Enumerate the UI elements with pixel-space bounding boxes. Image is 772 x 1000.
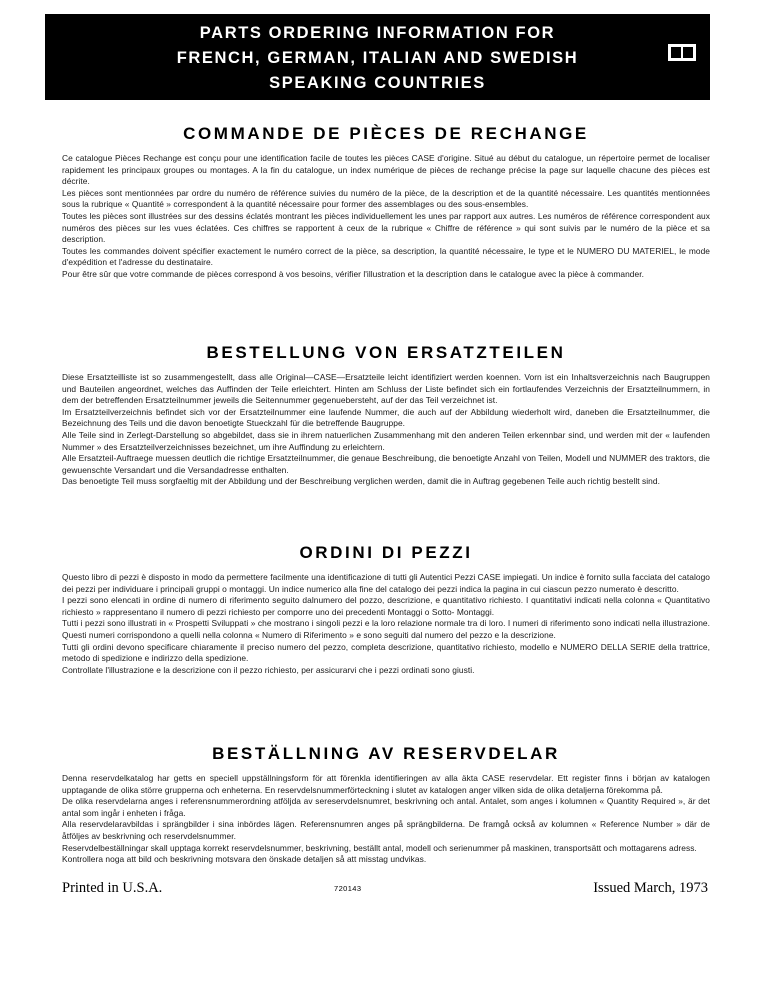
banner-title-line-2: FRENCH, GERMAN, ITALIAN AND SWEDISH: [176, 49, 579, 67]
paragraph: Alla reservdelaravbildas i sprängbilder i sina inbördes lägen. Referensnumren anges på sprängbilderna. De framgå också av kolumnen « Reference Number » där de åtföljes av beskrivning och reservdelsnummer.: [62, 819, 710, 841]
paragraph: Alle Teile sind in Zerlegt-Darstellung so abgebildet, dass sie in ihrem natuerlichen Zusammenhang mit den anderen Teilen erkennbar sind, und werden mit der « laufenden Nummer » des Ersatzteilverzeichnisses bezeichnet, um ihre Auffindung zu erleichtern.: [62, 429, 710, 452]
issued-date-text: Issued March, 1973: [593, 880, 708, 896]
badge-inner-shape: [671, 47, 693, 58]
paragraph: I pezzi sono elencati in ordine di numero di riferimento seguito dalnumero del pozzo, descrizione, e quantitativo richiesto. I quantitativi indicati nella colonna « Quantitativo richiesto » rappresentano il numero di pezzi richiesto per comporre uno dei precedenti Montaggi o Sotto- Montaggi.: [62, 595, 710, 617]
form-number-text: 720143: [334, 884, 362, 893]
case-eagle-logo-badge-icon: [668, 44, 696, 61]
paragraph: Les pièces sont mentionnées par ordre du numéro de référence suivies du numéro de la pièce, de la description et de la quantité nécessaire. Les quantités mentionnées sous la rubrique « Quantité » correspondent à la quantité nécessaire pour former des assemblages ou des sous-ensembles.: [62, 187, 710, 210]
paragraph: Tutti i pezzi sono illustrati in « Prospetti Sviluppati » che mostrano i singoli pezzi e la loro relazione normale tra di loro. I numeri di riferimento sono indicati nella illustrazione. Questi numeri corrispondono a quelli nella colonna « Numero di Riferimento » e sono seguiti dal numero del pezzo e la descrizione.: [62, 618, 710, 640]
paragraph: Tutti gli ordini devono specificare chiaramente il preciso numero del pezzo, completa descrizione, quantitativo richiesto, modello e NUMERO DELLA SERIE della trattrice, metodo di spedizione e indirizzo della spedizione.: [62, 641, 710, 664]
banner-title-block: [45, 21, 710, 96]
paragraph: Diese Ersatzteilliste ist so zusammengestellt, dass alle Original—CASE—Ersatzteile leicht identifiziert werden koennen. Vorn ist ein Inhaltsverzeichnis nach Baugruppen und Bauteilen angeordnet, welches das Auffinden der Teile erleichtert. Hinten am Schluss der Liste befindet sich ein fortlaufendes Verzeichnis der Ersatzteilnummern, in dem der betreffenden Ersatzteilnummer jeweils die Seitennummer gegenuebersteht, auf der das Teil verzeichnet ist.: [62, 372, 710, 406]
section-swedish: [62, 744, 710, 866]
paragraph: Kontrollera noga att bild och beskrivning motsvara den önskade detaljen så att misstag undvikas.: [62, 854, 427, 865]
paragraph: Ce catalogue Pièces Rechange est conçu pour une identification facile de toutes les pièces CASE d'origine. Situé au début du catalogue, un répertoire permet de localiser rapidement les principaux groupes ou montages. A la fin du catalogue, un index numérique de pièces de rechange précise la page sur laquelle chacune des pièces est décrite.: [62, 153, 710, 187]
section-heading-italian: ORDINI DI PEZZI: [299, 543, 473, 562]
page-title-banner: [45, 14, 710, 100]
paragraph: Questo libro di pezzi è disposto in modo da permettere facilmente una identificazione di tutti gli Autentici Pezzi CASE impiegati. Un indice è fornito sulla facciata del catalogo dei pezzi per individuare i principali gruppi o montaggi. Un indice numerico alla fine del catalogo dei pezzi indica la pagina in cui ciascun pezzo numerato è descritto.: [62, 572, 710, 594]
section-heading-swedish: BESTÄLLNING AV RESERVDELAR: [212, 744, 560, 763]
section-italian: [62, 543, 710, 676]
paragraph: Das benoetigte Teil muss sorgfaeltig mit der Abbildung und der Beschreibung verglichen werden, damit die in Auftrag gegebenen Teile auch richtig bestellt sind.: [62, 476, 660, 487]
paragraph: De olika reservdelarna anges i referensnummerordning atföljda av sereservdelsnumret, beskrivning och antal. Antalet, som anges i kolumnen « Quantity Required », är det antal som ingår i enheten i fråga.: [62, 796, 710, 818]
page-footer: [62, 880, 710, 906]
section-heading-french: COMMANDE DE PIÈCES DE RECHANGE: [183, 124, 589, 143]
paragraph: Alle Ersatzteil-Auftraege muessen deutlich die richtige Ersatzteilnummer, die genaue Beschreibung, die benoetigte Anzahl von Teilen, Modell und NUMMER des traktors, die gewuenschte Versandart und die Versandadresse enthalten.: [62, 453, 710, 475]
paragraph: Pour être sûr que votre commande de pièces correspond à vos besoins, vérifier l'illustration et la description dans le catalogue avec la pièce à commander.: [62, 268, 644, 279]
paragraph: Controllate l'illustrazione e la descrizione con il pezzo richiesto, per assicurarvi che i pezzi ordinati sono giusti.: [62, 664, 475, 675]
section-german: [62, 343, 710, 488]
banner-title-line-3: SPEAKING COUNTRIES: [269, 74, 486, 92]
printed-in-text: Printed in U.S.A.: [62, 880, 163, 896]
section-heading-german: BESTELLUNG VON ERSATZTEILEN: [206, 343, 566, 362]
paragraph: Reservdelbeställningar skall upptaga korrekt reservdelsnummer, beskrivning, beställt antal, modell och serienummer på maskinen, transportsätt och mottagarens adress.: [62, 842, 697, 853]
paragraph: Im Ersatzteilverzeichnis befindet sich vor der Ersatzteilnummer eine laufende Nummer, die auch auf der Abbildung wiederholt wird, daneben die Ersatzteilnummer, die Bezeichnung des Teils und die davon benoetigte Stueckzahl für die betreffende Baugruppe.: [62, 406, 710, 429]
paragraph: Toutes les commandes doivent spécifier exactement le numéro correct de la pièce, sa description, la quantité nécessaire, le type et le NUMERO DU MATERIEL, le mode d'expédition et l'adresse du destinataire.: [62, 245, 710, 268]
section-french: [62, 124, 710, 281]
paragraph: Denna reservdelkatalog har getts en speciell uppställningsform för att förenkla identifieringen av alla äkta CASE reservdelar. Ett register finns i början av katalogen upptagande de olika större grupperna och enheterna. En reservdelsnummerförteckning i slutet av katalogen anger vilken sida de olika detaljerna förekomma på.: [62, 773, 710, 795]
banner-title-line-1: PARTS ORDERING INFORMATION FOR: [199, 24, 556, 42]
paragraph: Toutes les pièces sont illustrées sur des dessins éclatés montrant les pièces individuellement les unes par rapport aux autres. Les numéros de référence correspondent aux numéros des pièces sur les vues éclatées. Ces chiffres se rapportent à ceux de la rubrique « Chiffre de référence » qui sont suivis par le numéro de la pièce et sa description.: [62, 210, 710, 245]
